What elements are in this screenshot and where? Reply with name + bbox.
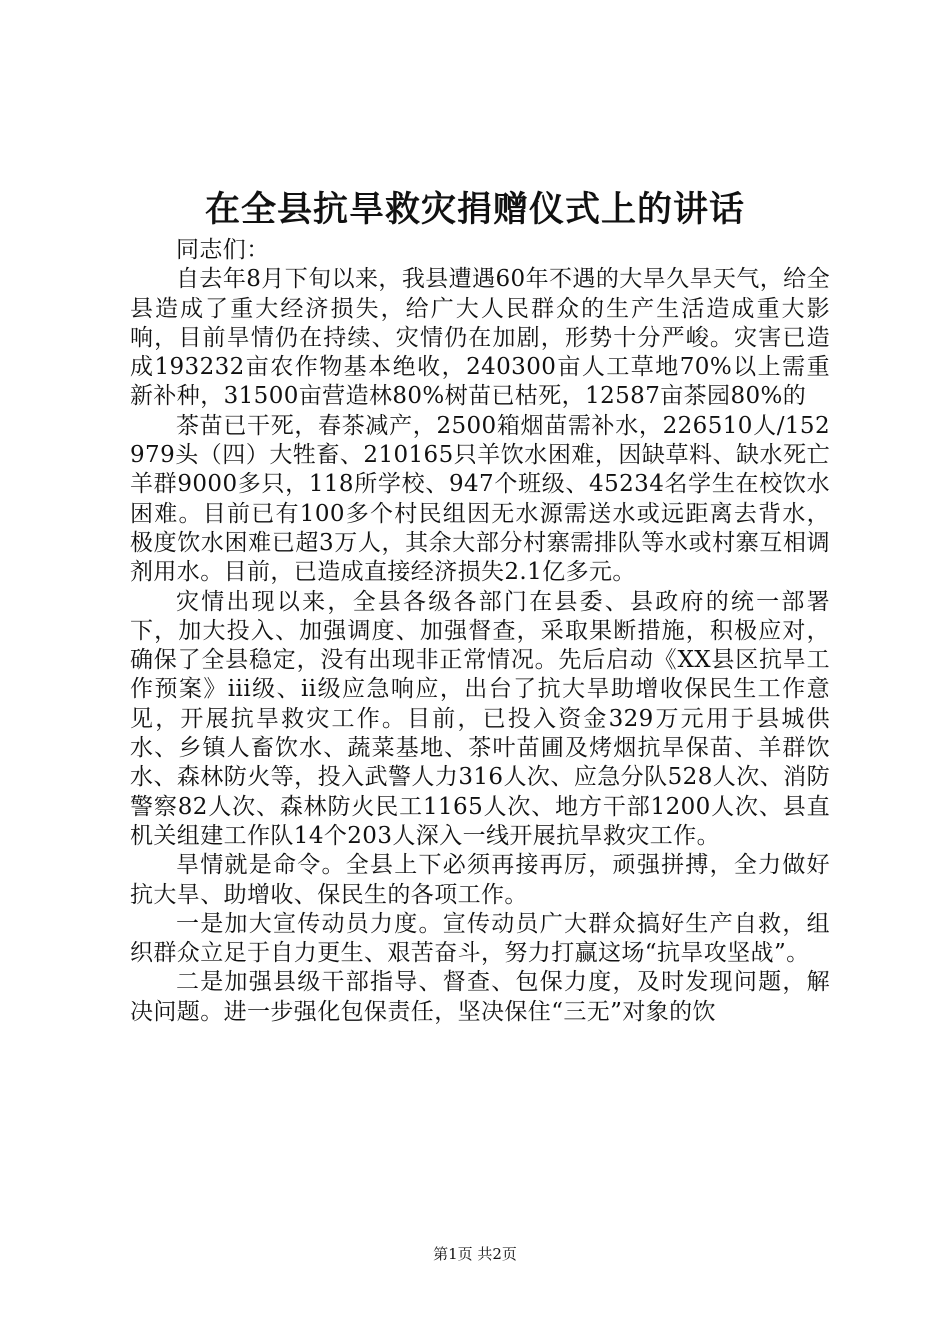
salutation: 同志们： — [176, 237, 270, 263]
paragraph-1: 自去年8月下旬以来，我县遭遇60年不遇的大旱久旱天气，给全县造成了重大经济损失，给广大人民群众的生产生活造成重大影响，目前旱情仍在持续、灾情仍在加剧，形势十分严峻。灾害已造成193232亩农作物基本绝收，240300亩人工草地70%以上需重新补种，31500亩营造林80%树苗已枯死，12587亩茶园80%的 — [130, 266, 830, 410]
paragraph-5: 一是加大宣传动员力度。宣传动员广大群众搞好生产自救，组织群众立足于自力更生、艰苦奋斗，努力打赢这场“抗旱攻坚战”。 — [130, 910, 830, 967]
page-footer: 第1页 共2页 — [433, 1245, 517, 1263]
paragraph-2: 茶苗已干死，春茶减产，2500箱烟苗需补水，226510人/152979头（四）大牲畜、210165只羊饮水困难，因缺草料、缺水死亡羊群9000多只，118所学校、947个班级、45234名学生在校饮水困难。目前已有100多个村民组因无水源需送水或远距离去背水，极度饮水困难已超3万人，其余大部分村寨需排队等水或村寨互相调剂用水。目前，已造成直接经济损失2.1亿多元。 — [130, 412, 830, 586]
paragraph-6: 二是加强县级干部指导、督查、包保力度，及时发现问题，解决问题。进一步强化包保责任，坚决保住“三无”对象的饮 — [130, 969, 830, 1025]
document-body — [130, 236, 830, 1027]
document-title: 在全县抗旱救灾捐赠仪式上的讲话 — [204, 189, 745, 230]
paragraph-3: 灾情出现以来，全县各级各部门在县委、县政府的统一部署下，加大投入、加强调度、加强督查，采取果断措施，积极应对，确保了全县稳定，没有出现非正常情况。先后启动《XX县区抗旱工作预案》iii级、ii级应急响应，出台了抗大旱助增收保民生工作意见，开展抗旱救灾工作。目前，已投入资金329万元用于县城供水、乡镇人畜饮水、蔬菜基地、茶叶苗圃及烤烟抗旱保苗、羊群饮水、森林防火等，投入武警人力316人次、应急分队528人次、消防警察82人次、森林防火民工1165人次、地方干部1200人次、县直机关组建工作队14个203人深入一线开展抗旱救灾工作。 — [130, 588, 830, 849]
paragraph-4: 旱情就是命令。全县上下必须再接再厉，顽强拼搏，全力做好抗大旱、助增收、保民生的各项工作。 — [130, 852, 830, 908]
